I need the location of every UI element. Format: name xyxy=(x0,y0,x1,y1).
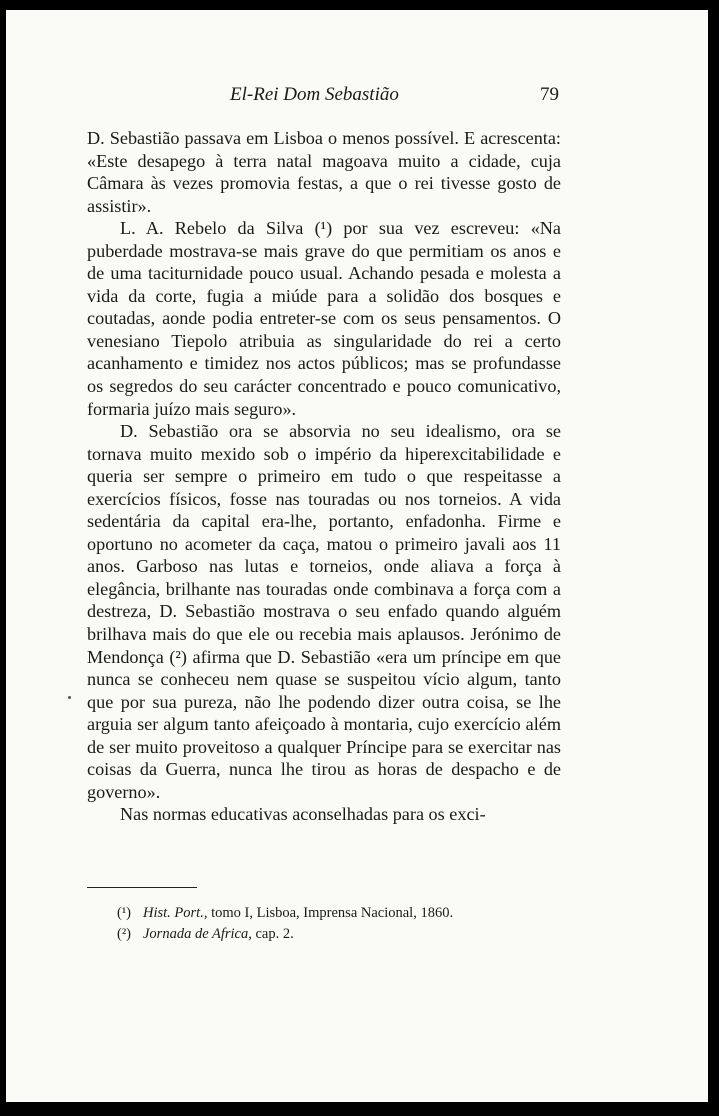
footnote-1 xyxy=(117,903,577,924)
footnote-mark: (¹) xyxy=(117,905,132,921)
body-text xyxy=(87,127,561,826)
footnote-text: cap. 2. xyxy=(251,926,294,942)
page-header xyxy=(6,84,708,108)
footnote-rule xyxy=(87,887,197,888)
footnote-work-title: Jornada de Africa, xyxy=(143,926,252,942)
paragraph-1: D. Sebastião passava em Lisboa o menos possível. E acrescenta: «Este desapego à terra natal magoava muito a cidade, cuja Câmara às vezes promovia festas, a que o rei tivesse gosto de assistir». xyxy=(87,128,561,216)
paragraph-2: L. A. Rebelo da Silva (¹) por sua vez escreveu: «Na puberdade mostrava-se mais grave do que permitiam os anos e de uma taciturnidade pouco usual. Achando pesada e molesta a vida da corte, fugia a miúde para a solidão dos bosques e coutadas, aonde podia entreter-se com os seus pensamentos. O venesiano Tiepolo atribuia as singularidade do rei a certo acanhamento e timidez nos actos públicos; mas se profundasse os segredos do seu carácter concentrado e pouco comunicativo, formaria juízo mais seguro». xyxy=(87,218,561,419)
running-title: El-Rei Dom Sebastião xyxy=(230,84,399,105)
page-number: 79 xyxy=(540,84,559,105)
footnote-mark: (²) xyxy=(117,926,132,942)
paragraph-4: Nas normas educativas aconselhadas para os exci- xyxy=(120,804,486,825)
footnote-text: tomo I, Lisboa, Imprensa Nacional, 1860. xyxy=(207,905,454,921)
book-page xyxy=(6,10,708,1102)
footnotes xyxy=(117,903,577,945)
footnote-2 xyxy=(117,924,577,945)
paragraph-3: D. Sebastião ora se absorvia no seu idealismo, ora se tornava muito mexido sob o império da hiperexcitabilidade e queria ser sempre o primeiro em tudo o que respeitasse a exercícios físicos, fosse nas touradas ou nos torneios. A vida sedentária da capital era-lhe, portanto, enfadonha. Firme e oportuno no acometer da caça, matou o primeiro javali aos 11 anos. Garboso nas lutas e torneios, onde aliava a força à elegância, brilhante nas touradas onde combinava a força com a destreza, D. Sebastião mostrava o seu enfado quando alguém brilhava mais do que ele ou recebia mais aplausos. Jerónimo de Mendonça (²) afirma que D. Sebastião «era um príncipe em que nunca se conheceu nem quase se suspeitou vício algum, tanto que por sua pureza, não lhe podendo dizer outra coisa, se lhe arguia ser algum tanto afeiçoado à montaria, cujo exercício além de ser muito proveitoso a qualquer Príncipe para se exercitar nas coisas da Guerra, nunca lhe tirou as horas de despacho e de governo». xyxy=(87,421,561,802)
footnote-work-title: Hist. Port., xyxy=(143,905,208,921)
margin-mark xyxy=(68,696,71,699)
